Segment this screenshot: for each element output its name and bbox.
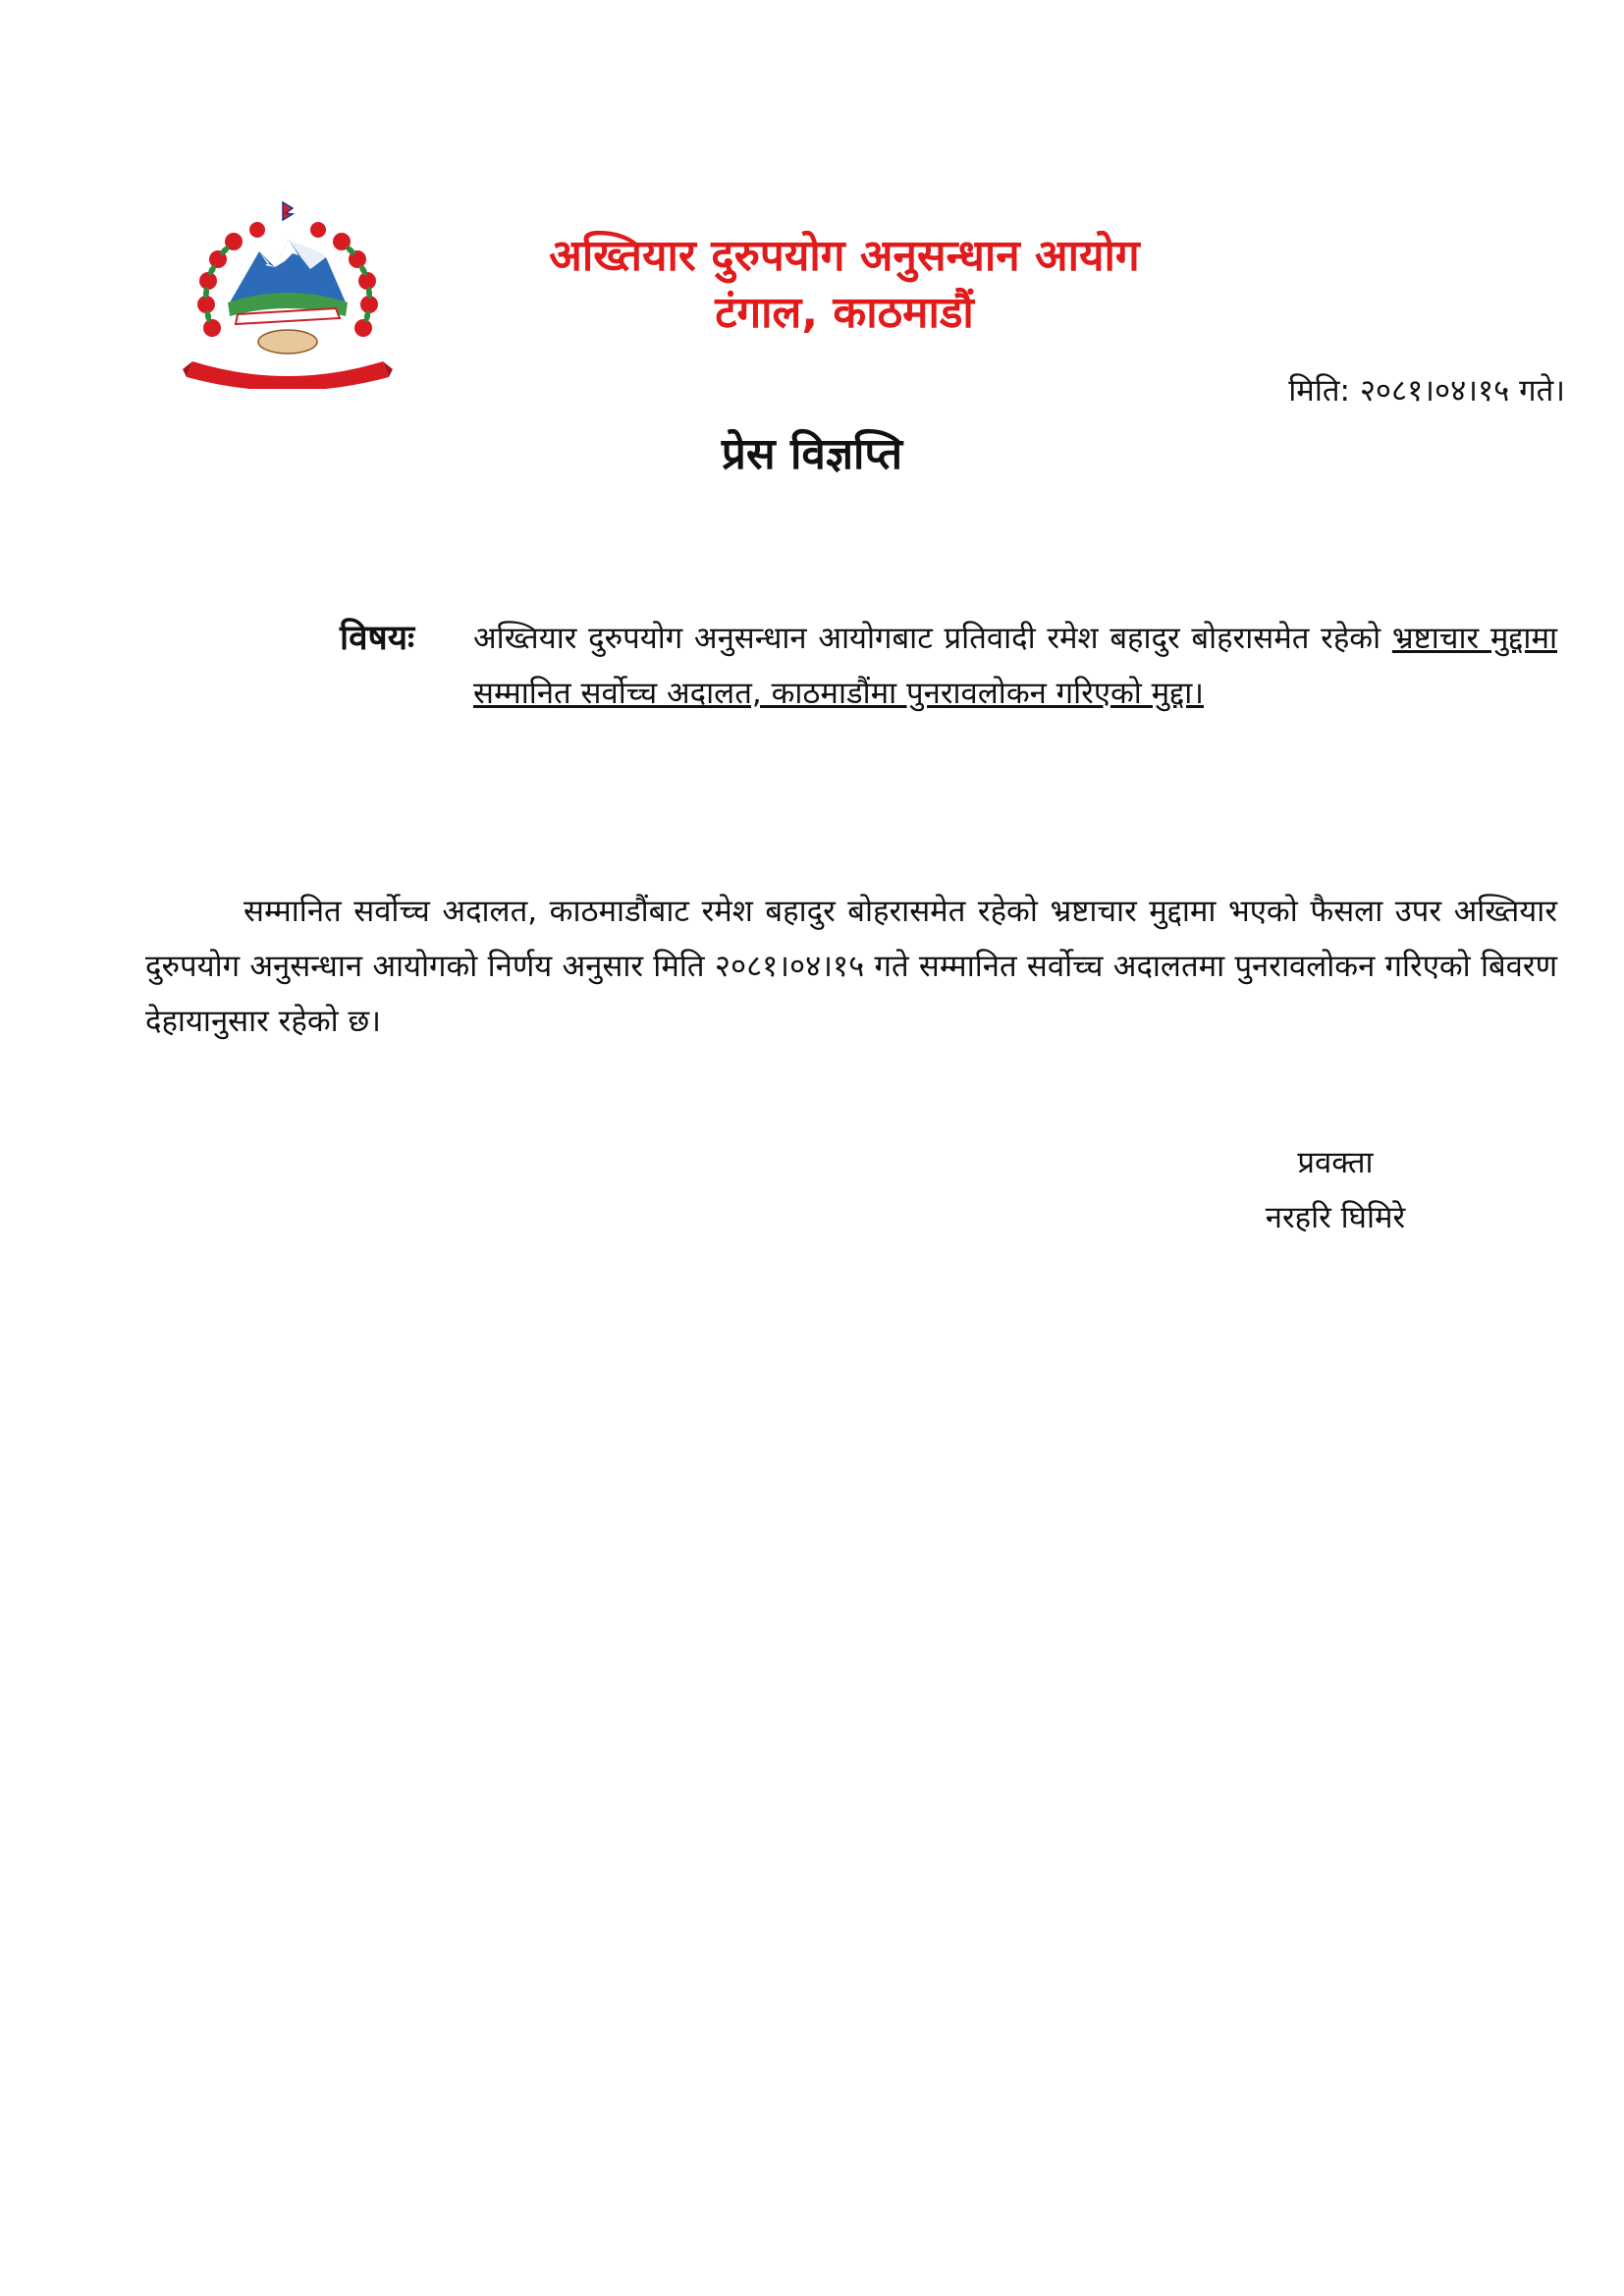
organization-name: अख्तियार दुरुपयोग अनुसन्धान आयोग — [549, 231, 1140, 281]
signatory-name: नरहरि घिमिरे — [1265, 1200, 1406, 1235]
document-title: प्रेस विज्ञप्ति — [721, 429, 903, 479]
subject-text-first: अख्तियार दुरुपयोग अनुसन्धान आयोगबाट प्रतिवादी रमेश बहादुर बोहरासमेत रहेको — [473, 621, 1381, 656]
subject-text-underlined: भ्रष्टाचार मुद्दामा सम्मानित सर्वोच्च अदालत, काठमाडौंमा पुनरावलोकन गरिएको मुद्दा। — [473, 621, 1558, 711]
subject-label: विषयः — [340, 619, 415, 658]
subject-block — [340, 611, 1557, 721]
body-paragraph: सम्मानित सर्वोच्च अदालत, काठमाडौंबाट रमेश बहादुर बोहरासमेत रहेको भ्रष्टाचार मुद्दामा भएको फैसला उपर अख्तियार दुरुपयोग अनुसन्धान आयोगको निर्णय अनुसार मिति २०८१।०४।१५ गते सम्मानित सर्वोच्च अदालतमा पुनरावलोकन गरिएको बिवरण देहायानुसार रहेको छ। — [145, 894, 1557, 1039]
signatory-role: प्रवक्ता — [1297, 1145, 1374, 1180]
issue-date: मिति: २०८१।०४।१५ गते। — [1288, 373, 1565, 409]
subject-text — [473, 611, 1557, 721]
signature-block — [1208, 1135, 1463, 1245]
organization-title — [511, 228, 1178, 342]
nepal-coat-of-arms-icon — [179, 194, 397, 389]
organization-location: टंगाल, काठमाडौं — [715, 288, 974, 338]
